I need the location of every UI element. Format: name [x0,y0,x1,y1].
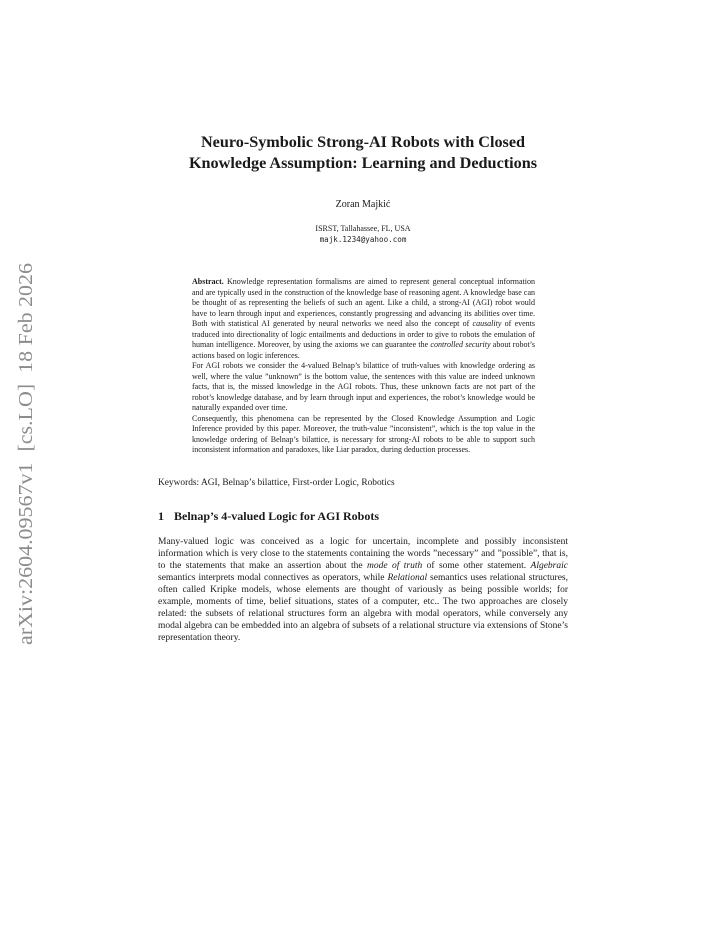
body-paragraph: Many-valued logic was conceived as a logic for uncertain, incomplete and possibly inconsistent information which is very close to the statements containing the words ”necessary” and ”possible”, that is, to the statements that make an assertion about the mode of truth of some other statement. Algebraic semantics interprets modal connectives as operators, while Relational semantics uses relational structures, often called Kripke models, whose elements are thought of variously as being possible worlds; for example, moments of time, belief situations, states of a computer, etc.. The two approaches are closely related: the subsets of relational structures form an algebra with modal operators, while conversely any modal algebra can be embedded into an algebra of subsets of a relational structure via extensions of Stone’s representation theory. [158,536,568,644]
keywords: Keywords: AGI, Belnap’s bilattice, First-order Logic, Robotics [158,477,395,488]
section-body [158,536,568,645]
arxiv-id-text: arXiv:2604.09567v1 [cs.LO] 18 Feb 2026 [16,305,37,645]
abstract-paragraph-1: Abstract. Knowledge representation formalisms are aimed to represent general conceptual information and are typically used in the construction of the knowledge base of reasoning agent. A knowledge base can be thought of as representing the beliefs of such an agent. Like a child, a strong-AI (AGI) robot would have to learn through input and experiences, constantly progressing and advancing its abilities over time. Both with statistical AI generated by neural networks we need also the concept of causality of events traduced into directionality of logic entailments and deductions in order to give to robots the emulation of human intelligence. Moreover, by using the axioms we can guarantee the controlled security about robot’s actions based on logic inferences. [192,277,536,360]
emphasis-mode-of-truth: mode of truth [366,560,423,571]
emphasis-causality: causality [472,319,502,328]
section-title-text: Belnap’s 4-valued Logic for AGI Robots [174,508,380,523]
paper-page [158,132,568,644]
author-name: Zoran Majkić [335,199,391,210]
author-affiliation: ISRST, Tallahassee, FL, USA [315,224,411,233]
emphasis-relational: Relational [387,572,428,583]
abstract-label: Abstract. [192,277,224,286]
arxiv-identifier-stamp [2,260,42,650]
emphasis-algebraic: Algebraic [530,560,568,571]
section-number: 1 [158,508,164,523]
author-email: majk.1234@yahoo.com [319,235,407,244]
abstract [192,277,535,456]
abstract-paragraph-3: Consequently, this phenomena can be represented by the Closed Knowledge Assumption and Logic Inference provided by this paper. Moreover, the truth-value ”inconsistent”, which is the top value in the knowledge ordering of Belnap’s bilattice, is necessary for strong-AI robots to be able to support such inconsistent information and paradoxes, like Liar paradox, during deduction processes. [192,413,535,454]
section-heading [158,509,568,524]
paper-title [158,132,568,174]
abstract-paragraph-2: For AGI robots we consider the 4-valued Belnap’s bilattice of truth-values with knowledge ordering as well, where the value ”unknown” is the bottom value, the sentences with this value are indeed unknown facts, that is, the missed knowledge in the AGI robots. Thus, these unknown facts are not part of the robot’s knowledge database, and by learn through input and experiences, the robot’s knowledge would be naturally expanded over time. [192,361,535,412]
emphasis-controlled-security: controlled security [430,340,491,349]
title-line-1: Neuro-Symbolic Strong-AI Robots with Closed [200,133,526,151]
title-line-2: Knowledge Assumption: Learning and Deductions [188,154,538,172]
